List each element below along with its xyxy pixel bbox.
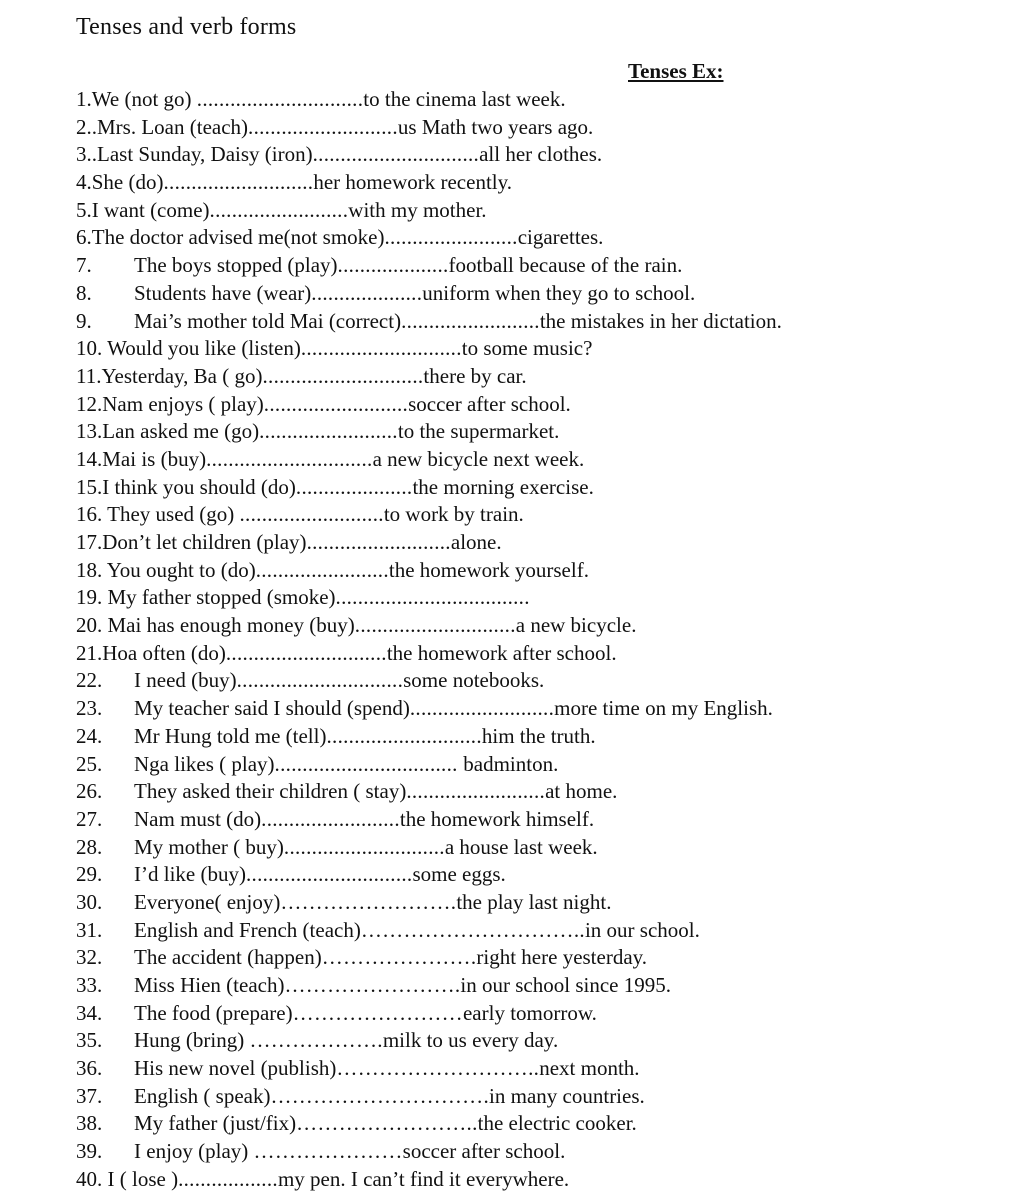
- answer-blank[interactable]: ....................: [311, 280, 423, 305]
- exercise-number: 22.: [76, 668, 103, 693]
- exercise-stem: English and French (teach): [134, 917, 361, 942]
- exercise-stem: English ( speak): [134, 1083, 271, 1108]
- exercise-rest: milk to us every day.: [382, 1028, 559, 1053]
- answer-blank[interactable]: ..............................: [206, 446, 373, 471]
- answer-blank[interactable]: ..............................: [245, 862, 413, 887]
- exercise-number: 23.: [76, 696, 103, 721]
- answer-blank[interactable]: ……………………: [292, 1000, 463, 1025]
- answer-blank[interactable]: …………………………..: [360, 917, 585, 942]
- exercise-stem: I’d like (buy): [134, 862, 246, 887]
- exercise-rest: all her clothes.: [479, 142, 603, 167]
- answer-blank[interactable]: .........................: [401, 308, 540, 333]
- exercise-rest: some eggs.: [412, 862, 506, 887]
- answer-blank[interactable]: .....................: [295, 474, 413, 499]
- answer-blank[interactable]: ..........................: [409, 696, 555, 721]
- exercise-number: 24.: [76, 723, 103, 748]
- exercise-stem: They used (go): [102, 502, 240, 527]
- document-title: Tenses and verb forms: [76, 14, 297, 40]
- answer-blank[interactable]: ..................: [178, 1166, 278, 1191]
- answer-blank[interactable]: .............................: [300, 336, 462, 361]
- exercise-item: [76, 806, 1016, 834]
- exercise-item: [76, 612, 1016, 640]
- exercise-number: 36.: [76, 1056, 103, 1081]
- exercise-rest: next month.: [539, 1056, 640, 1081]
- exercise-stem: Lan asked me (go): [102, 419, 260, 444]
- exercise-rest: to work by train.: [383, 502, 524, 527]
- exercise-item: [76, 1083, 1016, 1111]
- exercise-rest: cigarettes.: [517, 225, 604, 250]
- exercise-number: 3..: [76, 142, 97, 167]
- exercise-stem: Mai has enough money (buy): [102, 613, 355, 638]
- exercise-rest: early tomorrow.: [462, 1000, 597, 1025]
- exercise-item: [76, 1000, 1016, 1028]
- exercise-stem: Mai is (buy): [102, 446, 207, 471]
- exercise-item: [76, 1055, 1016, 1083]
- exercise-rest: right here yesterday.: [476, 945, 648, 970]
- exercise-number: 11.: [76, 363, 102, 388]
- exercise-stem: They asked their children ( stay): [134, 779, 407, 804]
- exercise-number: 16.: [76, 502, 103, 527]
- exercise-stem: His new novel (publish): [134, 1056, 337, 1081]
- exercise-stem: Mai’s mother told Mai (correct): [134, 308, 402, 333]
- exercise-number: 13.: [76, 419, 103, 444]
- exercise-number: 10.: [76, 336, 103, 361]
- exercise-rest: the mistakes in her dictation.: [539, 308, 782, 333]
- exercise-item: [76, 584, 1016, 612]
- exercise-item: [76, 667, 1016, 695]
- exercise-item: [76, 252, 1016, 280]
- exercise-rest: to the cinema last week.: [363, 87, 566, 111]
- answer-blank[interactable]: ..........................: [239, 502, 384, 527]
- exercise-number: 7.: [76, 253, 92, 278]
- exercise-item: [76, 695, 1016, 723]
- answer-blank[interactable]: ..........................: [263, 391, 409, 416]
- exercise-number: 28.: [76, 834, 103, 859]
- exercise-number: 20.: [76, 613, 103, 638]
- exercise-rest: a house last week.: [444, 834, 598, 859]
- exercise-item: [76, 972, 1016, 1000]
- answer-blank[interactable]: ...................................: [335, 585, 530, 610]
- exercise-stem: My mother ( buy): [134, 834, 284, 859]
- exercise-item: [76, 141, 1016, 169]
- exercise-number: 33.: [76, 973, 103, 997]
- exercise-number: 35.: [76, 1028, 103, 1053]
- answer-blank[interactable]: .................................: [274, 751, 464, 776]
- exercise-rest: to the supermarket.: [397, 419, 560, 444]
- exercise-stem: Miss Hien (teach): [134, 973, 285, 997]
- exercise-stem: Nam enjoys ( play): [102, 391, 264, 416]
- exercise-number: 12.: [76, 391, 103, 416]
- exercise-stem: I enjoy (play): [134, 1139, 254, 1164]
- exercise-rest: at home.: [545, 779, 618, 804]
- exercise-item: [76, 474, 1016, 502]
- exercise-number: 38.: [76, 1111, 103, 1136]
- answer-blank[interactable]: …………………….: [284, 973, 461, 997]
- exercise-item: [76, 308, 1016, 336]
- exercise-item: [76, 446, 1016, 474]
- answer-blank[interactable]: ........................: [384, 225, 518, 250]
- exercise-item: [76, 86, 1016, 114]
- exercise-item: [76, 723, 1016, 751]
- exercise-stem: My father (just/fix): [134, 1111, 297, 1136]
- exercise-rest: the electric cooker.: [477, 1111, 637, 1136]
- exercise-number: 2..: [76, 114, 97, 139]
- exercise-number: 19.: [76, 585, 103, 610]
- exercise-item: [76, 557, 1016, 585]
- answer-blank[interactable]: .............................: [354, 613, 516, 638]
- exercise-item: [76, 778, 1016, 806]
- exercise-stem: Mr Hung told me (tell): [134, 723, 327, 748]
- answer-blank[interactable]: .........................: [209, 197, 349, 222]
- exercise-number: 34.: [76, 1000, 103, 1025]
- exercise-item: [76, 501, 1016, 529]
- exercise-rest: with my mother.: [348, 197, 487, 222]
- exercise-rest: the homework himself.: [399, 806, 595, 831]
- exercise-rest: to some music?: [461, 336, 593, 361]
- exercise-item: [76, 640, 1016, 668]
- exercise-stem: Hung (bring): [134, 1028, 250, 1053]
- answer-blank[interactable]: ………………………..: [336, 1056, 540, 1081]
- exercise-number: 17.: [76, 530, 103, 554]
- exercise-rest: alone.: [450, 530, 502, 554]
- exercise-stem: She (do): [91, 170, 164, 195]
- exercise-number: 5.: [76, 197, 92, 222]
- exercise-stem: Students have (wear): [134, 280, 312, 305]
- exercise-number: 27.: [76, 806, 103, 831]
- exercise-item: [76, 917, 1016, 945]
- exercise-number: 9.: [76, 308, 92, 333]
- exercise-rest: uniform when they go to school.: [422, 280, 696, 305]
- exercise-stem: We (not go): [91, 87, 197, 111]
- answer-blank[interactable]: ..............................: [312, 142, 480, 167]
- answer-blank[interactable]: ..........................: [306, 530, 451, 554]
- answer-blank[interactable]: ............................: [326, 723, 482, 748]
- exercise-stem: My teacher said I should (spend): [134, 696, 410, 721]
- exercise-item: [76, 529, 1016, 557]
- exercise-number: 1.: [76, 87, 92, 111]
- answer-blank[interactable]: .............................: [283, 834, 445, 859]
- exercise-item: [76, 1138, 1016, 1166]
- exercise-item: [76, 1166, 1016, 1194]
- exercise-rest: in our school since 1995.: [460, 973, 671, 997]
- exercise-number: 4.: [76, 170, 92, 195]
- exercise-stem: I ( lose ): [102, 1166, 179, 1191]
- exercise-number: 31.: [76, 917, 103, 942]
- exercise-item: [76, 224, 1016, 252]
- exercise-rest: my pen. I can’t find it everywhere.: [277, 1166, 570, 1191]
- exercise-number: 14.: [76, 446, 103, 471]
- exercise-stem: I want (come): [91, 197, 210, 222]
- exercise-number: 40.: [76, 1166, 103, 1191]
- exercise-stem: The accident (happen): [134, 945, 322, 970]
- answer-blank[interactable]: ...........................: [163, 170, 314, 195]
- exercise-rest: soccer after school.: [402, 1139, 566, 1164]
- answer-blank[interactable]: .........................: [259, 419, 398, 444]
- exercise-item: [76, 169, 1016, 197]
- exercise-number: 21.: [76, 640, 103, 665]
- answer-blank[interactable]: ……………………..: [296, 1111, 478, 1136]
- exercise-number: 25.: [76, 751, 103, 776]
- exercise-number: 26.: [76, 779, 103, 804]
- exercise-stem: The doctor advised me(not smoke): [91, 225, 385, 250]
- exercise-stem: Would you like (listen): [102, 336, 301, 361]
- exercise-stem: I need (buy): [134, 668, 237, 693]
- exercise-rest: us Math two years ago.: [397, 114, 594, 139]
- answer-blank[interactable]: .............................: [225, 640, 387, 665]
- exercise-item: [76, 280, 1016, 308]
- answer-blank[interactable]: ……………….: [249, 1028, 383, 1053]
- exercise-number: 29.: [76, 862, 103, 887]
- answer-blank[interactable]: ..............................: [236, 668, 404, 693]
- answer-blank[interactable]: .........................: [261, 806, 400, 831]
- exercise-item: [76, 889, 1016, 917]
- exercise-rest: soccer after school.: [408, 391, 571, 416]
- exercise-item: [76, 1110, 1016, 1138]
- exercise-item: [76, 418, 1016, 446]
- exercise-rest: the homework after school.: [386, 640, 617, 665]
- exercise-number: 32.: [76, 945, 103, 970]
- exercise-stem: You ought to (do): [102, 557, 256, 582]
- answer-blank[interactable]: ....................: [337, 253, 449, 278]
- exercise-number: 37.: [76, 1083, 103, 1108]
- section-heading: Tenses Ex:: [628, 59, 724, 83]
- exercise-rest: in many countries.: [489, 1083, 645, 1108]
- exercise-item: [76, 944, 1016, 972]
- answer-blank[interactable]: …………………: [253, 1139, 403, 1164]
- exercise-rest: a new bicycle next week.: [372, 446, 585, 471]
- exercise-number: 30.: [76, 889, 103, 914]
- exercise-item: [76, 861, 1016, 889]
- exercise-rest: some notebooks.: [403, 668, 545, 693]
- exercise-stem: Nga likes ( play): [134, 751, 275, 776]
- exercise-stem: The boys stopped (play): [134, 253, 338, 278]
- exercise-number: 39.: [76, 1139, 103, 1164]
- exercise-rest: him the truth.: [481, 723, 596, 748]
- exercise-rest: her homework recently.: [313, 170, 512, 195]
- answer-blank[interactable]: ………………….: [321, 945, 477, 970]
- exercise-stem: Hoa often (do): [102, 640, 226, 665]
- answer-blank[interactable]: ..............................: [196, 87, 364, 111]
- answer-blank[interactable]: …………………….: [280, 889, 457, 914]
- answer-blank[interactable]: ........................: [255, 557, 389, 582]
- answer-blank[interactable]: ………………………….: [270, 1083, 490, 1108]
- exercise-stem: Don’t let children (play): [102, 530, 307, 554]
- exercise-item: [76, 114, 1016, 142]
- exercise-rest: badminton.: [463, 751, 559, 776]
- exercise-rest: the play last night.: [456, 889, 612, 914]
- exercise-stem: Mrs. Loan (teach): [97, 114, 249, 139]
- exercise-stem: My father stopped (smoke): [102, 585, 336, 610]
- answer-blank[interactable]: ...........................: [248, 114, 398, 139]
- exercise-rest: the homework yourself.: [388, 557, 589, 582]
- exercise-list: [76, 86, 1016, 1194]
- answer-blank[interactable]: .............................: [262, 363, 424, 388]
- exercise-item: [76, 363, 1016, 391]
- exercise-rest: there by car.: [423, 363, 527, 388]
- exercise-item: [76, 1027, 1016, 1055]
- exercise-item: [76, 751, 1016, 779]
- exercise-rest: the morning exercise.: [412, 474, 594, 499]
- exercise-rest: a new bicycle.: [515, 613, 637, 638]
- exercise-rest: football because of the rain.: [448, 253, 683, 278]
- exercise-rest: in our school.: [584, 917, 700, 942]
- exercise-stem: Last Sunday, Daisy (iron): [97, 142, 313, 167]
- exercise-stem: I think you should (do): [102, 474, 296, 499]
- exercise-number: 6.: [76, 225, 92, 250]
- exercise-rest: more time on my English.: [554, 696, 773, 721]
- exercise-item: [76, 197, 1016, 225]
- exercise-number: 8.: [76, 280, 92, 305]
- exercise-stem: The food (prepare): [134, 1000, 293, 1025]
- exercise-stem: Nam must (do): [134, 806, 262, 831]
- exercise-item: [76, 834, 1016, 862]
- exercise-stem: Yesterday, Ba ( go): [101, 363, 263, 388]
- answer-blank[interactable]: .........................: [406, 779, 546, 804]
- exercise-item: [76, 335, 1016, 363]
- exercise-number: 18.: [76, 557, 103, 582]
- exercise-item: [76, 391, 1016, 419]
- exercise-stem: Everyone( enjoy): [134, 889, 281, 914]
- exercise-number: 15.: [76, 474, 103, 499]
